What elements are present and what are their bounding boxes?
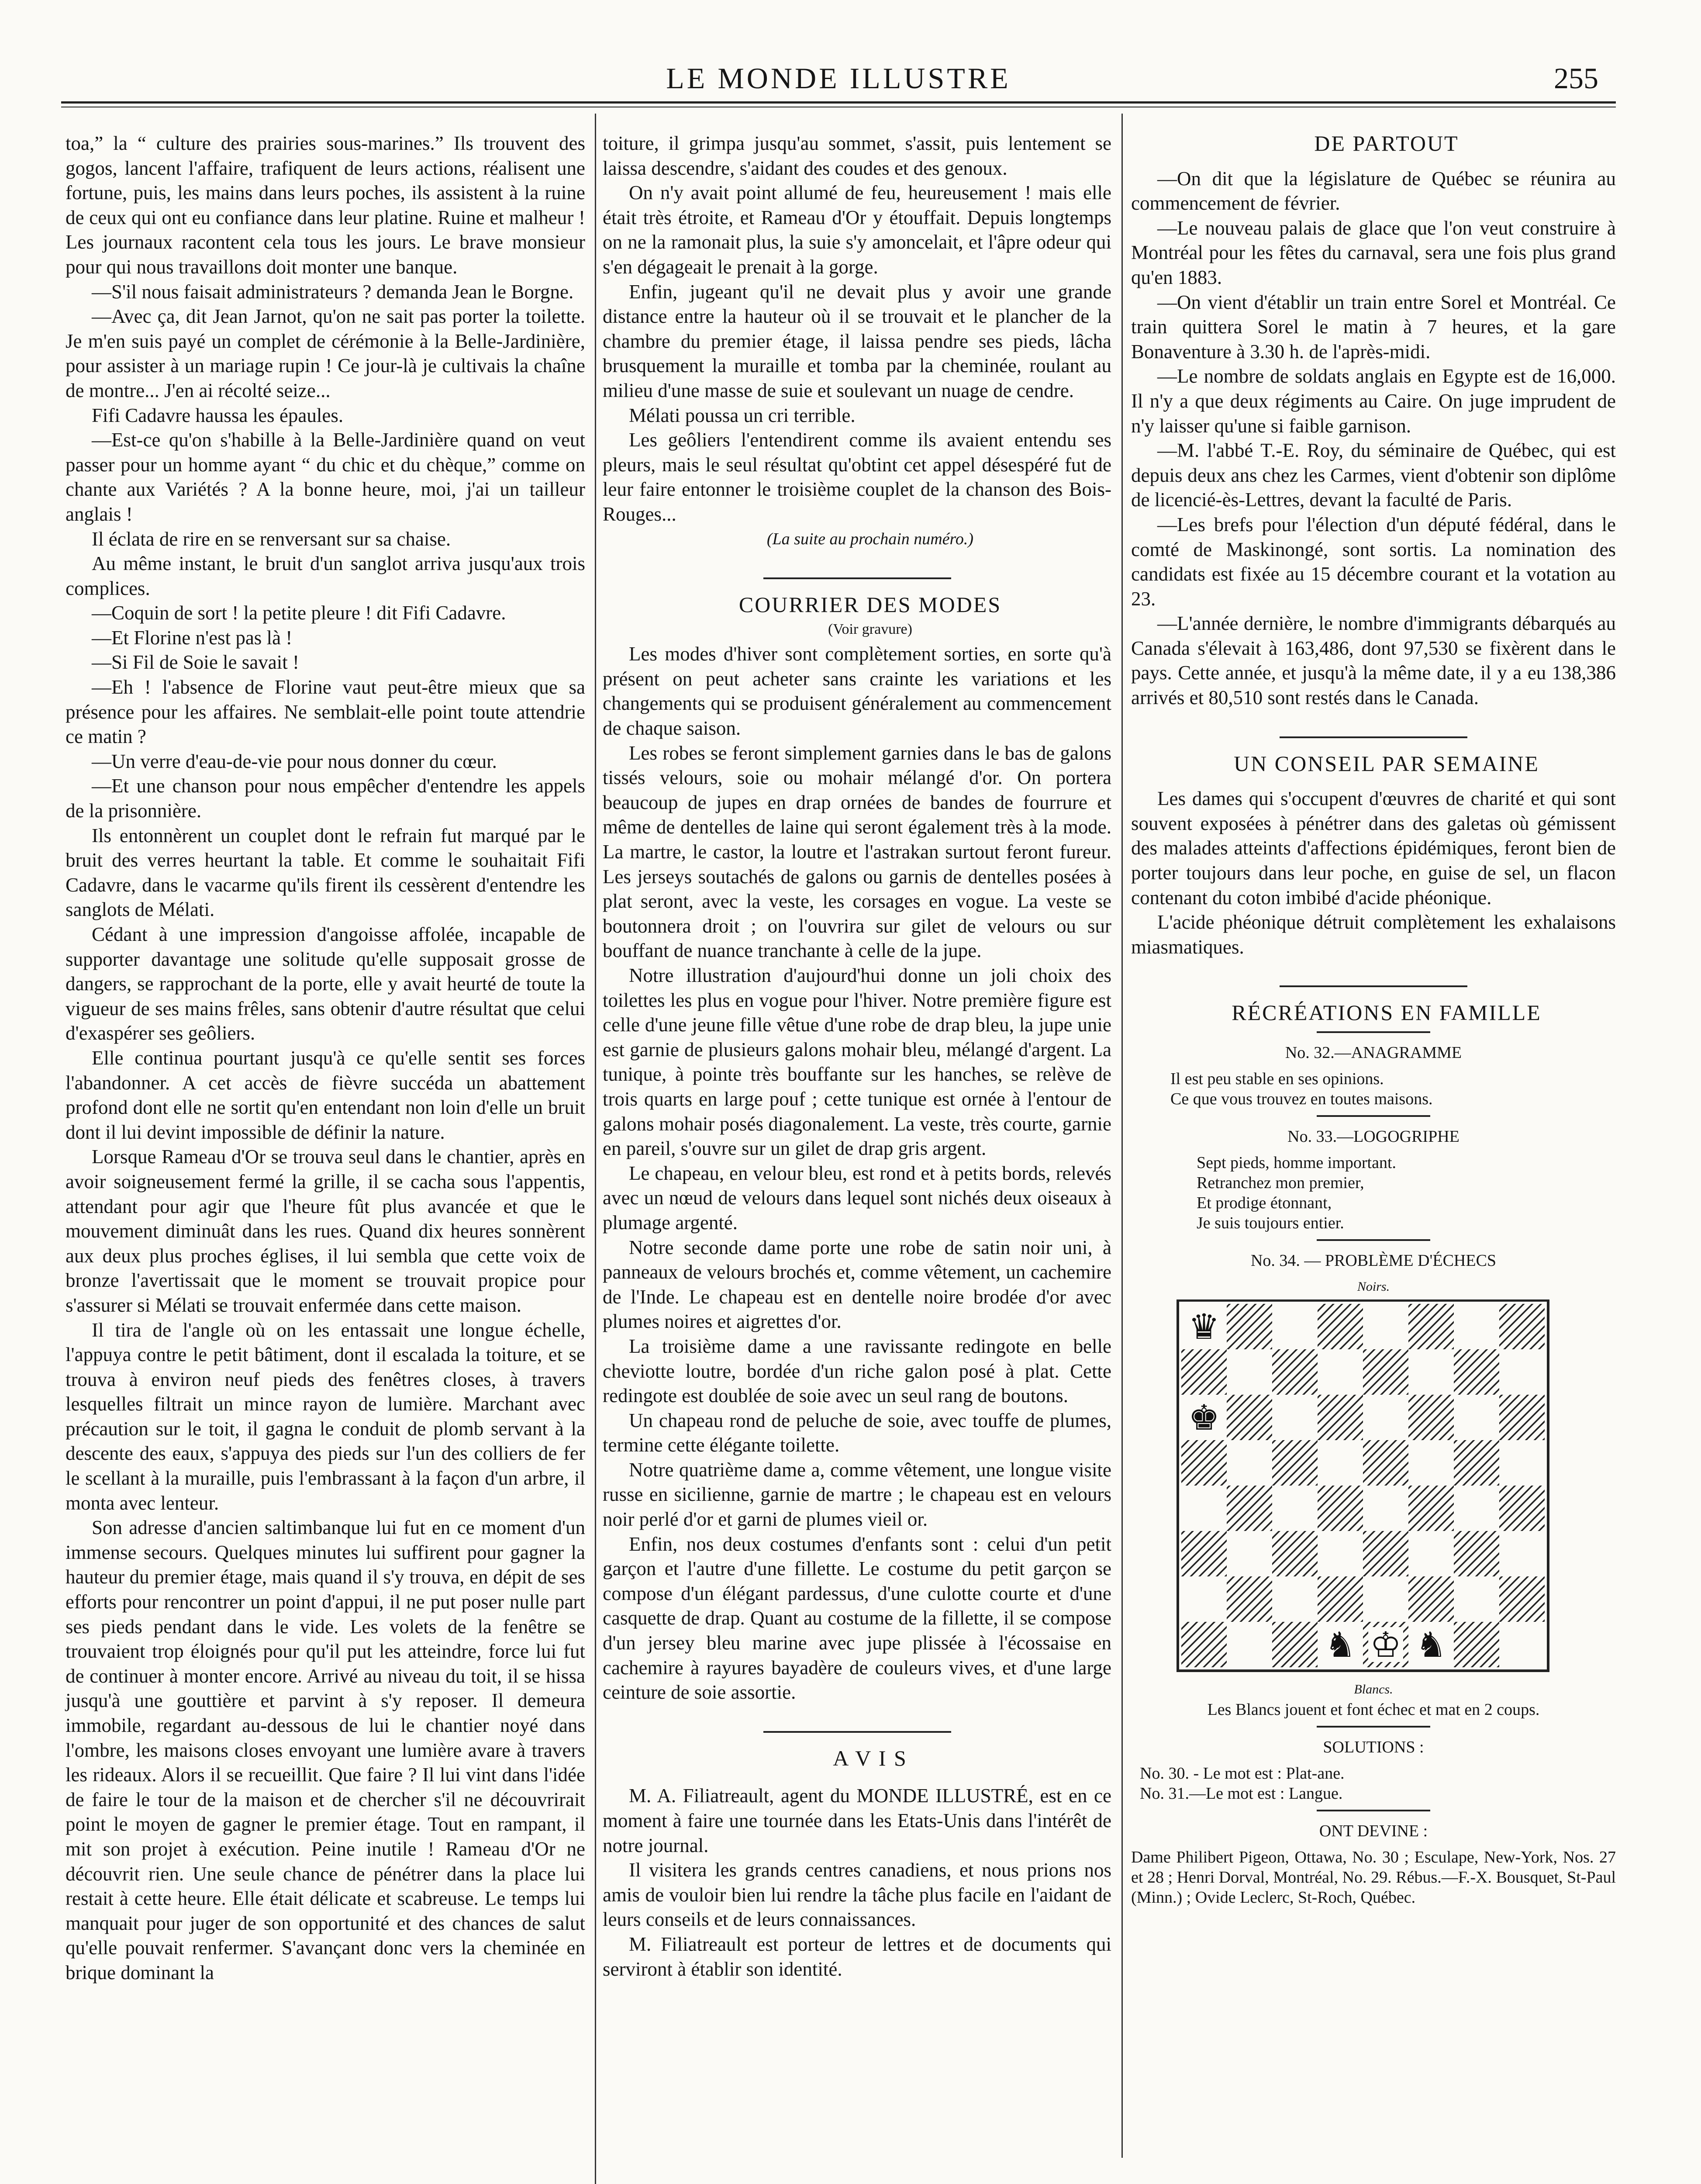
paragraph: Les geôliers l'entendirent comme ils avaient entendu ses pleurs, mais le seul résultat qu'obtint cet appel désespéré fut de leur faire entonner le troisième couplet de la chanson des Bois-Rouges...: [603, 429, 1111, 525]
paragraph: —Coquin de sort ! la petite pleure ! dit Fifi Cadavre.: [92, 602, 506, 624]
board-square-dark: [1318, 1395, 1363, 1440]
board-square-light: [1408, 1531, 1454, 1576]
section-subtitle-modes: (Voir gravure): [828, 621, 912, 637]
paragraph: —Eh ! l'absence de Florine vaut peut-être mieux que sa présence pour les affaires. Ne semblait-elle point toute attendrie ce matin ?: [66, 676, 585, 748]
board-square-dark: [1454, 1440, 1499, 1486]
paragraph: L'acide phéonique détruit complètement les exhalaisons miasmatiques.: [1131, 911, 1616, 958]
board-label-black: Noirs.: [1357, 1279, 1390, 1294]
paragraph: Le chapeau, en velour bleu, est rond et à petits bords, relevés avec un nœud de velours dans lequel sont nichés deux oiseaux à plumage argenté.: [603, 1162, 1111, 1234]
board-square-light: [1227, 1440, 1272, 1486]
black-chess-piece: ♞: [1415, 1624, 1447, 1665]
paragraph: Notre illustration d'aujourd'hui donne un joli choix des toilettes les plus en vogue pour l'hiver. Notre première figure est celle d'une jeune fille vêtue d'une robe de drap bleu, la jupe unie est garnie de plusieurs galons mohair bleu, mélangé d'argent. La tunique, à pointe très bouffante sur les hanches, se relève de trois quarts en large pouf ; cette tunique est ornée à l'entour de galons mohair posés diagonalement. La veste, très courte, garnie en pareil, s'ouvre sur un gilet de drap gris argent.: [603, 964, 1111, 1160]
short-rule: [1317, 1726, 1430, 1728]
board-square-dark: [1272, 1349, 1318, 1395]
board-square-dark: [1272, 1440, 1318, 1486]
section-title-partout: DE PARTOUT: [1314, 131, 1459, 156]
paragraph: —Le nombre de soldats anglais en Egypte est de 16,000. Il n'y a que deux régiments au Caire. On juge imprudent de n'y laisser qu'une si faible garnison.: [1131, 365, 1616, 437]
paragraph: M. A. Filiatreault, agent du MONDE ILLUSTRÉ, est en ce moment à faire une tournée dans les Etats-Unis dans l'intérêt de notre journal.: [603, 1785, 1111, 1856]
paragraph: Fifi Cadavre haussa les épaules.: [92, 404, 344, 426]
paragraph: Il tira de l'angle où on les entassait une longue échelle, l'appuya contre le petit bâtiment, dont il escalada la toiture, et se trouva à environ neuf pieds des fenêtres closes, à travers lesquelles filtrait un mince rayon de lumière. Marchant avec précaution sur le toit, il gagna le conduit de plomb servant à la descente des eaux, s'appuya des pieds sur l'un des colliers de fer le scellant à la muraille, puis l'embrassant à la façon d'un arbre, il monta avec lenteur.: [66, 1319, 585, 1514]
paragraph: —Avec ça, dit Jean Jarnot, qu'on ne sait pas porter la toilette. Je m'en suis payé un complet de cérémonie à la Belle-Jardinière, pour assister à un mariage rupin ! Ce jour-là je cultivais la chaîne de montre... J'en ai récolté seize...: [66, 305, 585, 401]
paragraph: Les dames qui s'occupent d'œuvres de charité et qui sont souvent exposées à pénétrer dans des galetas où gémissent des malades atteints d'affections épidémiques, feront bien de porter toujours dans leur poche, en guise de sel, un flacon contenant du coton imbibé d'acide phéonique.: [1131, 788, 1616, 909]
board-square-light: [1363, 1304, 1408, 1349]
section-title-avis: A V I S: [833, 1745, 907, 1770]
puzzle-line: Et prodige étonnant,: [1197, 1194, 1332, 1212]
paragraph: Son adresse d'ancien saltimbanque lui fut en ce moment d'un immense secours. Quelques minutes lui suffirent pour gagner la hauteur du premier étage, mais quand il s'y trouva, en dépit de ses efforts pour rencontrer un point d'appui, il ne put poser nulle part ses pieds pendant dans le vide. Les volets de la fenêtre se trouvaient trop éloignés pour qu'il put les atteindre, force lui fut de continuer à monter encore. Arrivé au niveau du toit, il se hissa jusqu'à une gouttière et parvint à s'y reposer. Il demeura immobile, regardant au-dessous de lui le chantier noyé dans l'ombre, les maisons closes envoyant une lumière avare à travers les rideaux. Alors il se recueillit. Que faire ? Il lui vint dans l'idée de faire le tour de la maison et de chercher s'il ne découvrirait point le moyen de gagner le premier étage. Tout en rampant, il mit son projet à exécution. Peine inutile ! Rameau d'Or ne découvrit rien. Une seule chance de pénétrer dans la place lui restait à cette heure. Elle était délicate et scabreuse. Le temps lui manquait pour juger de son opportunité et des chances de salut qu'elle pouvait renfermer. S'avançant donc vers la cheminée en brique dominant la: [66, 1517, 585, 1984]
board-square-light: [1227, 1531, 1272, 1576]
paragraph: Enfin, nos deux costumes d'enfants sont : celui d'un petit garçon et l'autre d'une fillette. Le costume du petit garçon se compose d'un élégant pardessus, d'une culotte courte et d'une casquette de drap. Quant au costume de la fillette, il se compose d'un jersey bleu marine avec jupe plissée à l'écossaise en cachemire à rayures bayadère de couleurs vives, et d'une large ceinture de soie assortie.: [603, 1533, 1111, 1704]
board-square-light: [1408, 1440, 1454, 1486]
paragraph: —On dit que la législature de Québec se réunira au commencement de février.: [1131, 167, 1616, 214]
board-square-dark: [1408, 1304, 1454, 1349]
paragraph: —On vient d'établir un train entre Sorel et Montréal. Ce train quittera Sorel le matin à 7 heures, et la gare Bonaventure à 3.30 h. de l'après-midi.: [1131, 291, 1616, 363]
board-square-dark: [1272, 1531, 1318, 1576]
paragraph: Elle continua pourtant jusqu'à ce qu'elle sentit ses forces l'abandonner. A cet accès de fièvre succéda un abattement profond dont elle ne sortit qu'en entendant non loin d'elle un bruit dont il lui devint impossible de définir la nature.: [66, 1047, 585, 1143]
short-rule: [1317, 1239, 1430, 1241]
paragraph: Les robes se feront simplement garnies dans le bas de galons tissés velours, soie ou mohair mélangé d'or. On portera beaucoup de jupes en drap ornées de bandes de fourrure et même de dentelles de laine qui seront également très à la mode. La martre, le castor, la loutre et l'astrakan surtout feront fureur. Les jerseys soutachés de galons ou garnis de dentelles posées à plat seront, avec la veste, les corsages en vogue. La veste se boutonnera droit ; on l'ouvrira sur gilet de velours ou sur bouffant de nuance tranchante à celle de la jupe.: [603, 742, 1111, 962]
continued-note: (La suite au prochain numéro.): [766, 529, 974, 548]
paragraph: —Si Fil de Soie le savait !: [92, 651, 299, 674]
board-square-dark: [1499, 1486, 1545, 1531]
paragraph: —Un verre d'eau-de-vie pour nous donner du cœur.: [92, 750, 497, 772]
paragraph: —L'année dernière, le nombre d'immigrants débarqués au Canada s'élevait à 163,486, dont 97,530 se fixèrent dans le pays. Cette année, et jusqu'à la même date, il y a eu 138,386 arrivés et 80,510 sont restés dans le Canada.: [1131, 612, 1616, 709]
paragraph: Mélati poussa un cri terrible.: [629, 404, 856, 426]
board-square-light: [1408, 1349, 1454, 1395]
board-square-light: [1363, 1486, 1408, 1531]
board-square-light: [1499, 1349, 1545, 1395]
board-square-dark: [1363, 1440, 1408, 1486]
board-square-dark: [1227, 1395, 1272, 1440]
section-separator: [1280, 736, 1467, 738]
section-separator: [763, 577, 951, 579]
short-rule: [1317, 1115, 1430, 1117]
header-rule: [61, 101, 1616, 104]
board-square-light: [1318, 1349, 1363, 1395]
puzzle-32-title: No. 32.—ANAGRAMME: [1285, 1044, 1462, 1062]
column-right: [1131, 131, 1616, 1908]
puzzle-33-title: No. 33.—LOGOGRIPHE: [1287, 1127, 1459, 1146]
paragraph: Lorsque Rameau d'Or se trouva seul dans le chantier, après en avoir soigneusement fermé la grille, il se cacha sous l'appentis, attendant pour agir que l'heure fût plus avancée et que le mouvement diminuât dans les rues. Quand dix heures sonnèrent aux deux plus proches églises, il lui sembla que cette voix de bronze l'avertissait que le moment se trouvait propice pour s'assurer si Mélati se trouvait enfermée dans cette maison.: [66, 1146, 585, 1316]
board-square-light: [1454, 1576, 1499, 1622]
board-square-dark: [1181, 1440, 1227, 1486]
black-chess-piece: ♞: [1325, 1624, 1356, 1665]
paragraph: Au même instant, le bruit d'un sanglot arriva jusqu'aux trois complices.: [66, 553, 585, 599]
puzzle-line: Je suis toujours entier.: [1197, 1214, 1344, 1232]
white-chess-piece: ♔: [1370, 1624, 1401, 1665]
board-square-dark: [1181, 1531, 1227, 1576]
paragraph: Un chapeau rond de peluche de soie, avec touffe de plumes, termine cette élégante toilette.: [603, 1409, 1111, 1456]
board-square-light: [1318, 1440, 1363, 1486]
board-label-white: Blancs.: [1354, 1682, 1393, 1697]
puzzles: [1131, 1043, 1616, 1908]
board-square-dark: [1181, 1622, 1227, 1667]
board-square-dark: [1454, 1622, 1499, 1667]
section-title-conseil: UN CONSEIL PAR SEMAINE: [1234, 751, 1539, 776]
board-square-dark: [1227, 1486, 1272, 1531]
board-square-dark: [1408, 1486, 1454, 1531]
masthead: [61, 57, 1616, 105]
paragraph: —S'il nous faisait administrateurs ? demanda Jean le Borgne.: [92, 280, 574, 303]
board-square-dark: [1499, 1304, 1545, 1349]
paragraph: toiture, il grimpa jusqu'au sommet, s'assit, puis lentement se laissa descendre, s'aidant des coudes et des genoux.: [603, 132, 1111, 179]
black-chess-piece: ♛: [1188, 1306, 1220, 1347]
board-square-light: [1227, 1349, 1272, 1395]
paragraph: toa,” la “ culture des prairies sous-marines.” Ils trouvent des gogos, lancent l'affaire, trafiquent de leurs actions, réalisent une fortune, puis, les mains dans leurs poches, ils assistent à la ruine de ceux qui ont eu confiance dans leur platine. Ruine et malheur ! Les journaux racontent cela tous les jours. Le brave monsieur pour qui nous travaillons doit monter une banque.: [66, 132, 585, 278]
black-chess-piece: ♚: [1188, 1397, 1220, 1438]
paragraph: Il visitera les grands centres canadiens, et nous prions nos amis de vouloir bien lui rendre la tâche plus facile en l'aidant de leurs conseils et de leurs connaissances.: [603, 1859, 1111, 1931]
board-square-dark: [1499, 1576, 1545, 1622]
board-square-light: [1272, 1395, 1318, 1440]
paragraph: On n'y avait point allumé de feu, heureusement ! mais elle était très étroite, et Rameau d'Or y étouffait. Depuis longtemps on ne la ramonait plus, la suie s'y amoncelait, et l'âpre odeur qui s'en dégageait le prenait à la gorge.: [603, 182, 1111, 278]
paragraph: —Les brefs pour l'élection d'un député fédéral, dans le comté de Maskinongé, sont sortis. La nomination des candidats est fixée au 15 décembre courant et la votation au 23.: [1131, 513, 1616, 610]
paragraph: Enfin, jugeant qu'il ne devait plus y avoir une grande distance entre la hauteur où il se trouvait et le plancher de la chambre du premier étage, il laissa pendre ses pieds, lâcha brusquement la muraille et tomba par la cheminée, roulant au milieu d'une masse de suie et soulevant un nuage de cendre.: [603, 280, 1111, 401]
board-square-light: [1318, 1531, 1363, 1576]
board-square-dark: [1408, 1395, 1454, 1440]
board-square-light: [1363, 1395, 1408, 1440]
section-separator: [763, 1731, 951, 1733]
chess-caption: Les Blancs jouent et font échec et mat en 2 coups.: [1207, 1700, 1540, 1719]
board-square-light: [1454, 1395, 1499, 1440]
paragraph: M. Filiatreault est porteur de lettres et de documents qui serviront à établir son identité.: [603, 1933, 1111, 1980]
paragraph: Ils entonnèrent un couplet dont le refrain fut marqué par le bruit des verres heurtant la table. Et comme le souhaitait Fifi Cadavre, dans le vacarme qu'ils firent ils cessèrent d'entendre les sanglots de Mélati.: [66, 824, 585, 921]
board-square-light: [1499, 1531, 1545, 1576]
column-middle: [603, 131, 1111, 1981]
paragraph: —Et Florine n'est pas là !: [92, 626, 293, 649]
paragraph: Il éclata de rire en se renversant sur sa chaise.: [92, 528, 451, 550]
board-square-dark: [1227, 1576, 1272, 1622]
puzzle-34-title: No. 34. — PROBLÈME D'ÉCHECS: [1250, 1251, 1497, 1270]
board-square-dark: [1499, 1395, 1545, 1440]
board-square-dark: [1454, 1531, 1499, 1576]
puzzle-line: Retranchez mon premier,: [1197, 1174, 1364, 1192]
devine-title: ONT DEVINE :: [1319, 1822, 1428, 1840]
board-square-light: [1454, 1304, 1499, 1349]
paragraph: Notre quatrième dame a, comme vêtement, une longue visite russe en sicilienne, garnie de martre ; le chapeau est en velours noir perlé d'or et garni de plumes vieil or.: [603, 1458, 1111, 1531]
paragraph: —Le nouveau palais de glace que l'on veut construire à Montréal pour les fêtes du carnaval, sera une fois plus grand qu'en 1883.: [1131, 217, 1616, 288]
column-divider: [1121, 114, 1123, 2158]
newspaper-title: LE MONDE ILLUSTRE: [666, 62, 1011, 95]
column-divider: [595, 114, 596, 2184]
board-square-dark: [1318, 1576, 1363, 1622]
paragraph: Les modes d'hiver sont complètement sorties, en sorte qu'à présent on peut acheter sans crainte les variations et les changements qui se produisent généralement au commencement de chaque saison.: [603, 643, 1111, 740]
paragraph: —Et une chanson pour nous empêcher d'entendre les appels de la prisonnière.: [66, 775, 585, 822]
devine-text: Dame Philibert Pigeon, Ottawa, No. 30 ; Esculape, New-York, Nos. 27 et 28 ; Henri Dorval, Montréal, No. 29. Rébus.—F.-X. Bousquet, St-Paul (Minn.) ; Ovide Leclerc, St-Roch, Québec.: [1131, 1848, 1616, 1907]
board-square-dark: [1454, 1349, 1499, 1395]
puzzle-line: Sept pieds, homme important.: [1197, 1154, 1397, 1172]
paragraph: La troisième dame a une ravissante redingote en belle cheviotte loutre, bordée d'un riche galon posé à plat. Cette redingote est doublée de soie avec un seul rang de boutons.: [603, 1335, 1111, 1407]
board-square-light: [1272, 1304, 1318, 1349]
board-square-dark: [1363, 1349, 1408, 1395]
paragraph: —Est-ce qu'on s'habille à la Belle-Jardinière quand on veut passer pour un homme ayant “ du chic et du chèque,” comme on chante aux Variétés ? A la bonne heure, moi, j'ai un tailleur anglais !: [66, 429, 585, 525]
solution-line: No. 31.—Le mot est : Langue.: [1140, 1784, 1343, 1803]
board-square-light: [1363, 1576, 1408, 1622]
board-square-light: [1227, 1622, 1272, 1667]
board-square-dark: [1363, 1531, 1408, 1576]
short-rule: [1317, 1031, 1430, 1033]
short-rule: [1317, 1810, 1430, 1811]
paragraph: Notre seconde dame porte une robe de satin noir uni, à panneaux de velours brochés et, comme vêtement, un cachemire de l'Inde. Le chapeau est en dentelle noire brodée d'or avec plumes noires et aigrettes d'or.: [603, 1236, 1111, 1333]
board-square-light: [1272, 1576, 1318, 1622]
column-feuilleton: [66, 131, 585, 1985]
board-square-light: [1454, 1486, 1499, 1531]
board-square-dark: [1227, 1304, 1272, 1349]
solution-line: No. 30. - Le mot est : Plat-ane.: [1140, 1764, 1345, 1783]
board-square-dark: [1181, 1349, 1227, 1395]
board-square-light: [1499, 1622, 1545, 1667]
board-square-light: [1272, 1486, 1318, 1531]
chess-diagram: [1173, 1299, 1574, 1679]
board-square-dark: [1318, 1486, 1363, 1531]
page-number: 255: [1554, 62, 1598, 95]
board-square-light: [1181, 1486, 1227, 1531]
paragraph: —M. l'abbé T.-E. Roy, du séminaire de Québec, qui est depuis deux ans chez les Carmes, vient d'obtenir son diplôme de licencié-ès-Lettres, devant la faculté de Paris.: [1131, 439, 1616, 511]
solutions-title: SOLUTIONS :: [1323, 1738, 1424, 1756]
puzzle-line: Ce que vous trouvez en toutes maisons.: [1170, 1090, 1433, 1108]
chess-board: [1173, 1299, 1574, 1679]
paragraph: Cédant à une impression d'angoisse affolée, incapable de supporter davantage une solitude qu'elle supposait grosse de dangers, se rapprochant de la porte, elle y avait heurté de toute la vigueur de ses mains frêles, sans obtenir d'autre résultat que celui d'exaspérer ses geôliers.: [66, 923, 585, 1044]
puzzle-line: Il est peu stable en ses opinions.: [1170, 1070, 1384, 1088]
board-square-light: [1181, 1576, 1227, 1622]
board-square-dark: [1408, 1576, 1454, 1622]
board-square-dark: [1272, 1622, 1318, 1667]
section-title-recreations: RÉCRÉATIONS EN FAMILLE: [1232, 1000, 1542, 1025]
section-title-modes: COURRIER DES MODES: [738, 592, 1002, 617]
section-separator: [1280, 985, 1467, 987]
board-square-dark: [1318, 1304, 1363, 1349]
board-square-light: [1499, 1440, 1545, 1486]
